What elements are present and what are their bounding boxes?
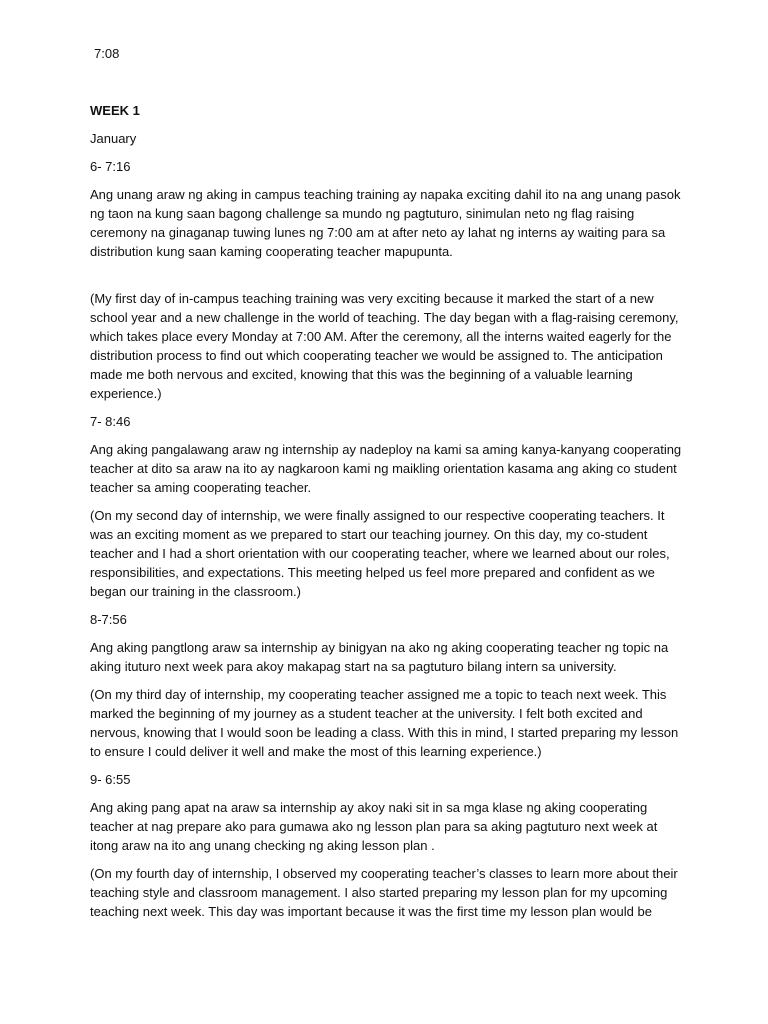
header-time: 7:08 bbox=[94, 46, 120, 61]
entry-english-text: (My first day of in-campus teaching training was very exciting because it marked the start of a new school year and a new challenge in the world of teaching. The day began with a flag-raising ceremony, which takes place every Monday at 7:00 AM. After the ceremony, all the interns waited eagerly for the distribution process to find out which cooperating teacher we would be assigned to. The anticipation made me both nervous and excited, knowing that this was the beginning of a valuable learning experience.) bbox=[90, 291, 679, 401]
entry-english-text: (On my fourth day of internship, I observed my cooperating teacher’s classes to learn more about their teaching style and classroom management. I also started preparing my lesson plan for my upcoming teaching next week. This day was important because it was the first time my lesson plan would be bbox=[90, 866, 678, 919]
entry-date: 8-7:56 bbox=[90, 612, 127, 627]
entry-date: 7- 8:46 bbox=[90, 414, 131, 429]
month-label: January bbox=[90, 131, 137, 146]
entry-english-text: (On my second day of internship, we were finally assigned to our respective cooperating teachers. It was an exciting moment as we prepared to start our teaching journey. On this day, my co-student teacher and I had a short orientation with our cooperating teacher, where we learned about our roles, responsibilities, and expectations. This meeting helped us feel more prepared and confident as we began our training in the classroom.) bbox=[90, 508, 670, 599]
entry-tagalog-text: Ang aking pangalawang araw ng internship ay nadeploy na kami sa aming kanya-kanyang cooperating teacher at dito sa araw na ito ay nagkaroon kami ng maikling orientation kasama ang aking co student teacher sa aming cooperating teacher. bbox=[90, 442, 682, 495]
entry-date: 9- 6:55 bbox=[90, 772, 131, 787]
entry-tagalog-text: Ang unang araw ng aking in campus teaching training ay napaka exciting dahil ito na ang unang pasok ng taon na kung saan bagong challenge sa mundo ng pagtuturo, sinimulan neto ng flag raising ceremony na ginaganap tuwing lunes ng 7:00 am at after neto ay lahat ng interns ay waiting para sa distribution kung saan kaming cooperating teacher mapupunta. bbox=[90, 187, 681, 259]
entry-tagalog-text: Ang aking pangtlong araw sa internship ay binigyan na ako ng aking cooperating teacher ng topic na aking ituturo next week para akoy makapag start na sa pagtuturo bilang intern sa university. bbox=[90, 640, 669, 674]
week-heading: WEEK 1 bbox=[90, 103, 140, 118]
entry-date: 6- 7:16 bbox=[90, 159, 131, 174]
entry-tagalog-text: Ang aking pang apat na araw sa internship ay akoy naki sit in sa mga klase ng aking cooperating teacher at nag prepare ako para gumawa ako ng lesson plan para sa aking pagtuturo next week at itong araw na ito ang unang checking ng aking lesson plan . bbox=[90, 800, 658, 853]
entry-english-text: (On my third day of internship, my cooperating teacher assigned me a topic to teach next week. This marked the beginning of my journey as a student teacher at the university. I felt both excited and nervous, knowing that I would soon be leading a class. With this in mind, I started preparing my lesson to ensure I could deliver it well and make the most of this learning experience.) bbox=[90, 687, 679, 759]
